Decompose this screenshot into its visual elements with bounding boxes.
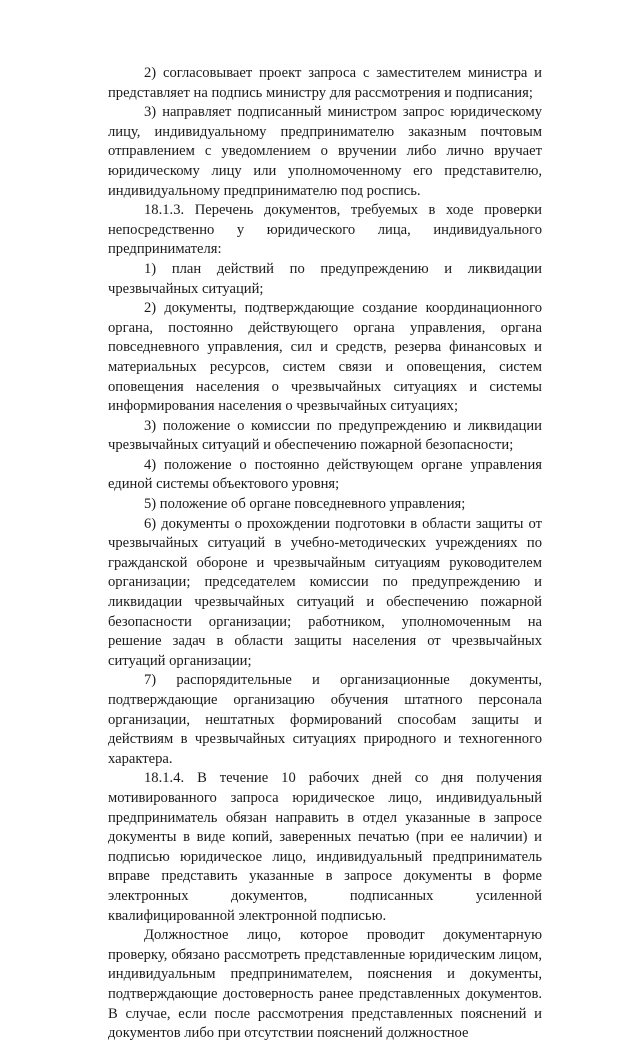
paragraph-approval: 2) согласовывает проект запроса с заместителем министра и представляет на подпись министру для рассмотрения и подписания; — [108, 65, 542, 101]
list-item-2: 2) документы, подтверждающие создание координационного органа, постоянно действующего органа управления, органа повседневного управления, сил и средств, резерва финансовых и материальных ресурсов, систем связи и оповещения, систем оповещения населения о чрезвычайных ситуациях и системы информирования населения о чрезвычайных ситуациях; — [108, 300, 542, 415]
paragraph-section-18-1-4: 18.1.4. В течение 10 рабочих дней со дня получения мотивированного запроса юридическое лицо, индивидуальный предприниматель обязан направить в отдел указанные в запросе документы в виде копий, заверенных печатью (при ее наличии) и подписью юридическое лицо, индивидуальный предприниматель вправе представить указанные в запросе документы в форме электронных документов, подписанных усиленной квалифицированной электронной подписью. — [108, 770, 542, 924]
paragraph-send-request: 3) направляет подписанный министром запрос юридическому лицу, индивидуальному предпринимателю заказным почтовым отправлением с уведомлением о вручении либо лично вручает юридическому лицу или уполномоченному его представителю, индивидуальному предпринимателю под роспись. — [108, 104, 542, 199]
list-item-1: 1) план действий по предупреждению и ликвидации чрезвычайных ситуаций; — [108, 260, 542, 297]
list-item-4: 4) положение о постоянно действующем органе управления единой системы объектового уровня; — [108, 456, 542, 493]
list-item-7: 7) распорядительные и организационные документы, подтверждающие организацию обучения штатного персонала организации, нештатных формирований способам защиты и действиям в чрезвычайных ситуациях природного и техногенного характера. — [108, 672, 542, 767]
list-item-6: 6) документы о прохождении подготовки в области защиты от чрезвычайных ситуаций в учебно-методических учреждениях по гражданской обороне и чрезвычайным ситуациям руководителем организации; председателем комиссии по предупреждению и ликвидации чрезвычайных ситуаций и обеспечению пожарной безопасности организации; работником, уполномоченным на решение задач в области защиты населения от чрезвычайных ситуаций организации; — [108, 515, 542, 669]
list-item-3: 3) положение о комиссии по предупреждению и ликвидации чрезвычайных ситуаций и обеспечению пожарной безопасности; — [108, 417, 542, 454]
paragraph-official-review: Должностное лицо, которое проводит документарную проверку, обязано рассмотреть представленные юридическим лицом, индивидуальным предпринимателем, пояснения и документы, подтверждающие достоверность ранее представленных документов. В случае, если после рассмотрения представленных пояснений и документов либо при отсутствии пояснений должностное — [108, 927, 542, 1042]
document-body — [108, 64, 542, 1044]
list-item-5: 5) положение об органе повседневного управления; — [144, 496, 466, 513]
paragraph-section-18-1-3: 18.1.3. Перечень документов, требуемых в ходе проверки непосредственно у юридического лица, индивидуального предпринимателя: — [108, 202, 542, 258]
